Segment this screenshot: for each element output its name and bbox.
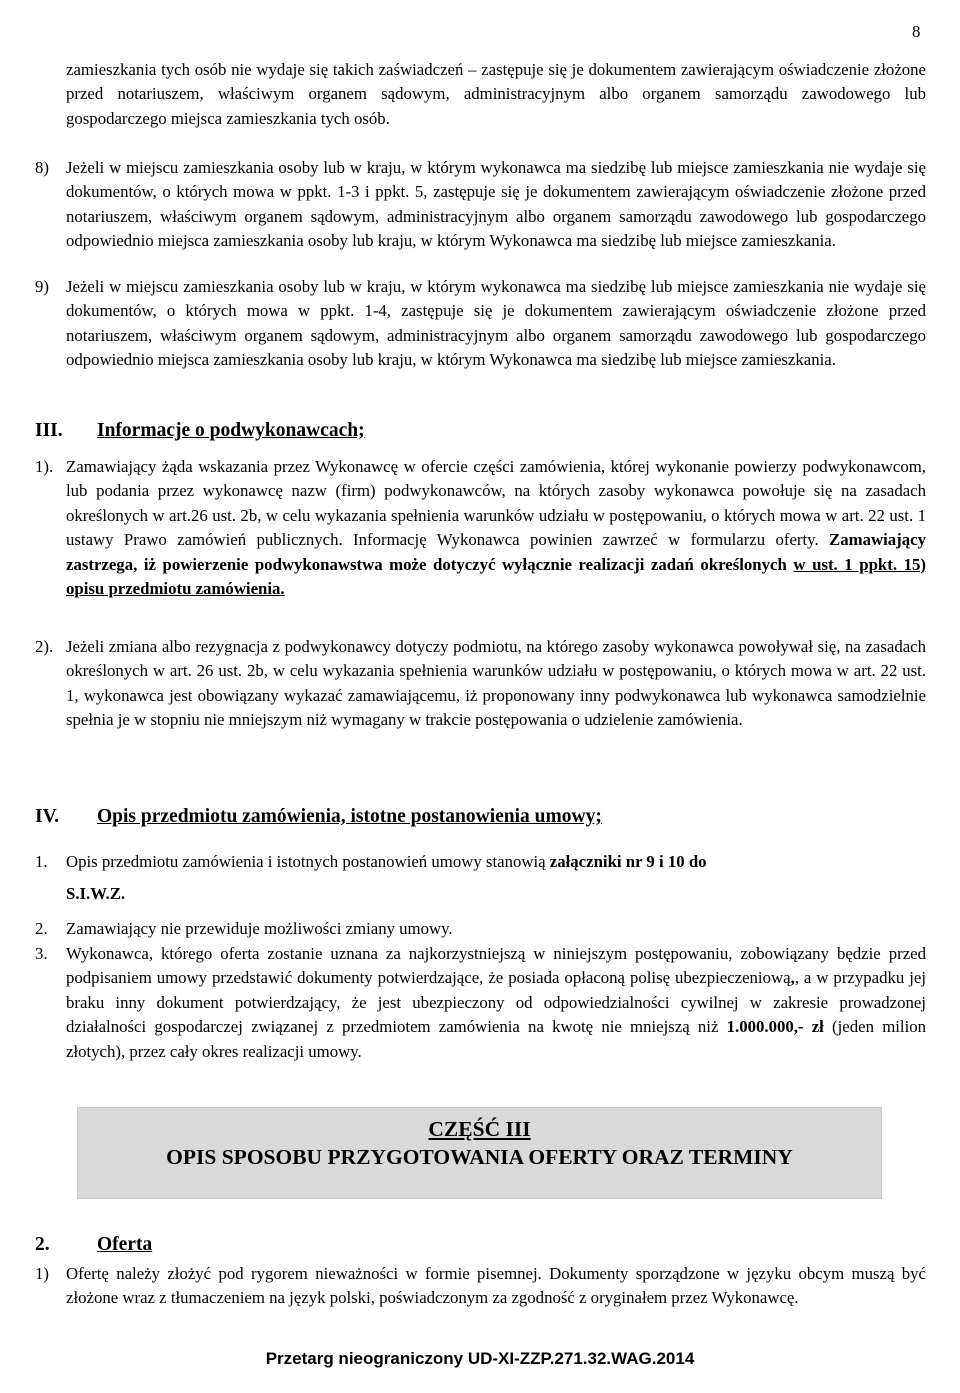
- attachment-reference-cont: S.I.W.Z.: [66, 884, 126, 903]
- section-iii-point-1: [35, 455, 926, 601]
- attachment-reference: załączniki nr 9 i 10 do: [549, 852, 707, 871]
- oferta-item-1: [35, 1262, 926, 1311]
- comma-bold: ,: [790, 968, 795, 988]
- list-item-text: Zamawiający żąda wskazania przez Wykonawcę w ofercie części zamówienia, której wykonanie powierzy podwykonawcom, lub podania przez wykonawcę nazw (firm) podwykonawców, na których zasoby wykonawca powołuje się na zasadach określonych w art.26 ust. 2b, w celu wykazania spełnienia warunków udziału w postępowaniu, o których mowa w art. 22 ust. 1 ustawy Prawo zamówień publicznych. Informację Wykonawca powinien zawrzeć w formularzu oferty.: [66, 457, 926, 550]
- list-number: 2).: [35, 637, 54, 656]
- list-number: 2.: [35, 919, 48, 938]
- list-item-8: [35, 156, 926, 254]
- page-footer: Przetarg nieograniczony UD-XI-ZZP.271.32.WAG.2014: [265, 1349, 695, 1368]
- amount-value: 1.000.000,- zł: [726, 1017, 824, 1037]
- page-number: 8: [912, 22, 921, 41]
- section-number: IV.: [35, 806, 60, 827]
- section-title: Informacje o podwykonawcach;: [97, 420, 365, 441]
- bold-underlined-clause: w ust. 1 ppkt. 15) opisu przedmiotu zamówienia.: [66, 554, 926, 599]
- list-number: 3.: [35, 944, 48, 963]
- list-item-text-end: (jeden milion złotych), przez cały okres realizacji umowy.: [66, 1017, 927, 1061]
- list-item-text: Zamawiający nie przewiduje możliwości zmiany umowy.: [66, 919, 453, 938]
- section-iv-item-1: [35, 846, 926, 910]
- part-subtitle: OPIS SPOSOBU PRZYGOTOWANIA OFERTY ORAZ TERMINY: [166, 1145, 793, 1169]
- list-item-9: [35, 275, 926, 373]
- section-iv-item-3: [35, 942, 927, 1064]
- list-item-text: Opis przedmiotu zamówienia i istotnych postanowień umowy stanowią: [66, 852, 550, 871]
- list-item-text-cont: , a w przypadku jej braku inny dokument potwierdzający, że jest ubezpieczony od odpowiedzialności cywilnej w zakresie prowadzonej działalności gospodarczej związanej z przedmiotem zamówienia na kwotę nie mniejszą niż: [66, 968, 926, 1037]
- paragraph-continuation: [66, 58, 926, 131]
- part-header-box: [77, 1107, 882, 1199]
- list-number: 1): [35, 1264, 49, 1283]
- list-item-text: Wykonawca, którego oferta zostanie uznana za najkorzystniejszą w niniejszym postępowaniu, zobowiązany będzie przed podpisaniem umowy przedstawić dokumenty potwierdzające, że posiada opłaconą polisę ubezpieczeniową: [66, 944, 926, 988]
- list-item-text: Jeżeli w miejscu zamieszkania osoby lub w kraju, w którym wykonawca ma siedzibę lub miejsce zamieszkania nie wydaje się dokumentów, o których mowa w ppkt. 1-3 i ppkt. 5, zastępuje się je dokumentem zawierającym oświadczenie złożone przed notariuszem, właściwym organem sądowym, administracyjnym albo organem samorządu zawodowego lub gospodarczego odpowiednio miejsca zamieszkania osoby lub kraju, w którym Wykonawca ma siedzibę lub miejsce zamieszkania.: [66, 158, 926, 251]
- section-number: III.: [35, 420, 63, 441]
- list-item-text: Ofertę należy złożyć pod rygorem nieważności w formie pisemnej. Dokumenty sporządzone w języku obcym muszą być złożone wraz z tłumaczeniem na język polski, poświadczonym za zgodność z oryginałem przez Wykonawcę.: [66, 1264, 926, 1308]
- section-iii-point-2: [35, 635, 926, 733]
- paragraph-text: zamieszkania tych osób nie wydaje się takich zaświadczeń – zastępuje się je dokumentem zawierającym oświadczenie złożone przed notariuszem, właściwym organem sądowym, administracyjnym albo organem samorządu zawodowego lub gospodarczego miejsca zamieszkania tych osób.: [66, 60, 926, 128]
- bold-clause: Zamawiający zastrzega, iż powierzenie podwykonawstwa może dotyczyć wyłącznie realizacji zadań określonych: [66, 530, 926, 574]
- section-title: Opis przedmiotu zamówienia, istotne postanowienia umowy;: [97, 806, 602, 827]
- list-number: 1.: [35, 852, 48, 871]
- list-number: 9): [35, 277, 49, 296]
- list-number: 8): [35, 158, 49, 177]
- section-iv-item-2: [35, 917, 926, 941]
- section-title: Oferta: [97, 1234, 153, 1255]
- list-number: 1).: [35, 457, 54, 476]
- part-title: CZĘŚĆ III: [428, 1117, 531, 1141]
- list-item-text: Jeżeli zmiana albo rezygnacja z podwykonawcy dotyczy podmiotu, na którego zasoby wykonawca powoływał się, na zasadach określonych w art. 26 ust. 2b, w celu wykazania spełnienia warunków udziału w postępowaniu, o których mowa w art. 22 ust. 1, wykonawca jest obowiązany wykazać zamawiającemu, iż proponowany inny podwykonawca lub wykonawca samodzielnie spełnia je w stopniu nie mniejszym niż wymagany w trakcie postępowania o udzielenie zamówienia.: [66, 637, 926, 730]
- section-number: 2.: [35, 1234, 50, 1255]
- list-item-text: Jeżeli w miejscu zamieszkania osoby lub w kraju, w którym wykonawca ma siedzibę lub miejsce zamieszkania nie wydaje się dokumentów, o których mowa w ppkt. 1-4, zastępuje się je dokumentem zawierającym oświadczenie złożone przed notariuszem, właściwym organem sądowym, administracyjnym albo organem samorządu zawodowego lub gospodarczego odpowiednio miejsca zamieszkania osoby lub kraju, w którym Wykonawca ma siedzibę lub miejsce zamieszkania.: [66, 277, 926, 370]
